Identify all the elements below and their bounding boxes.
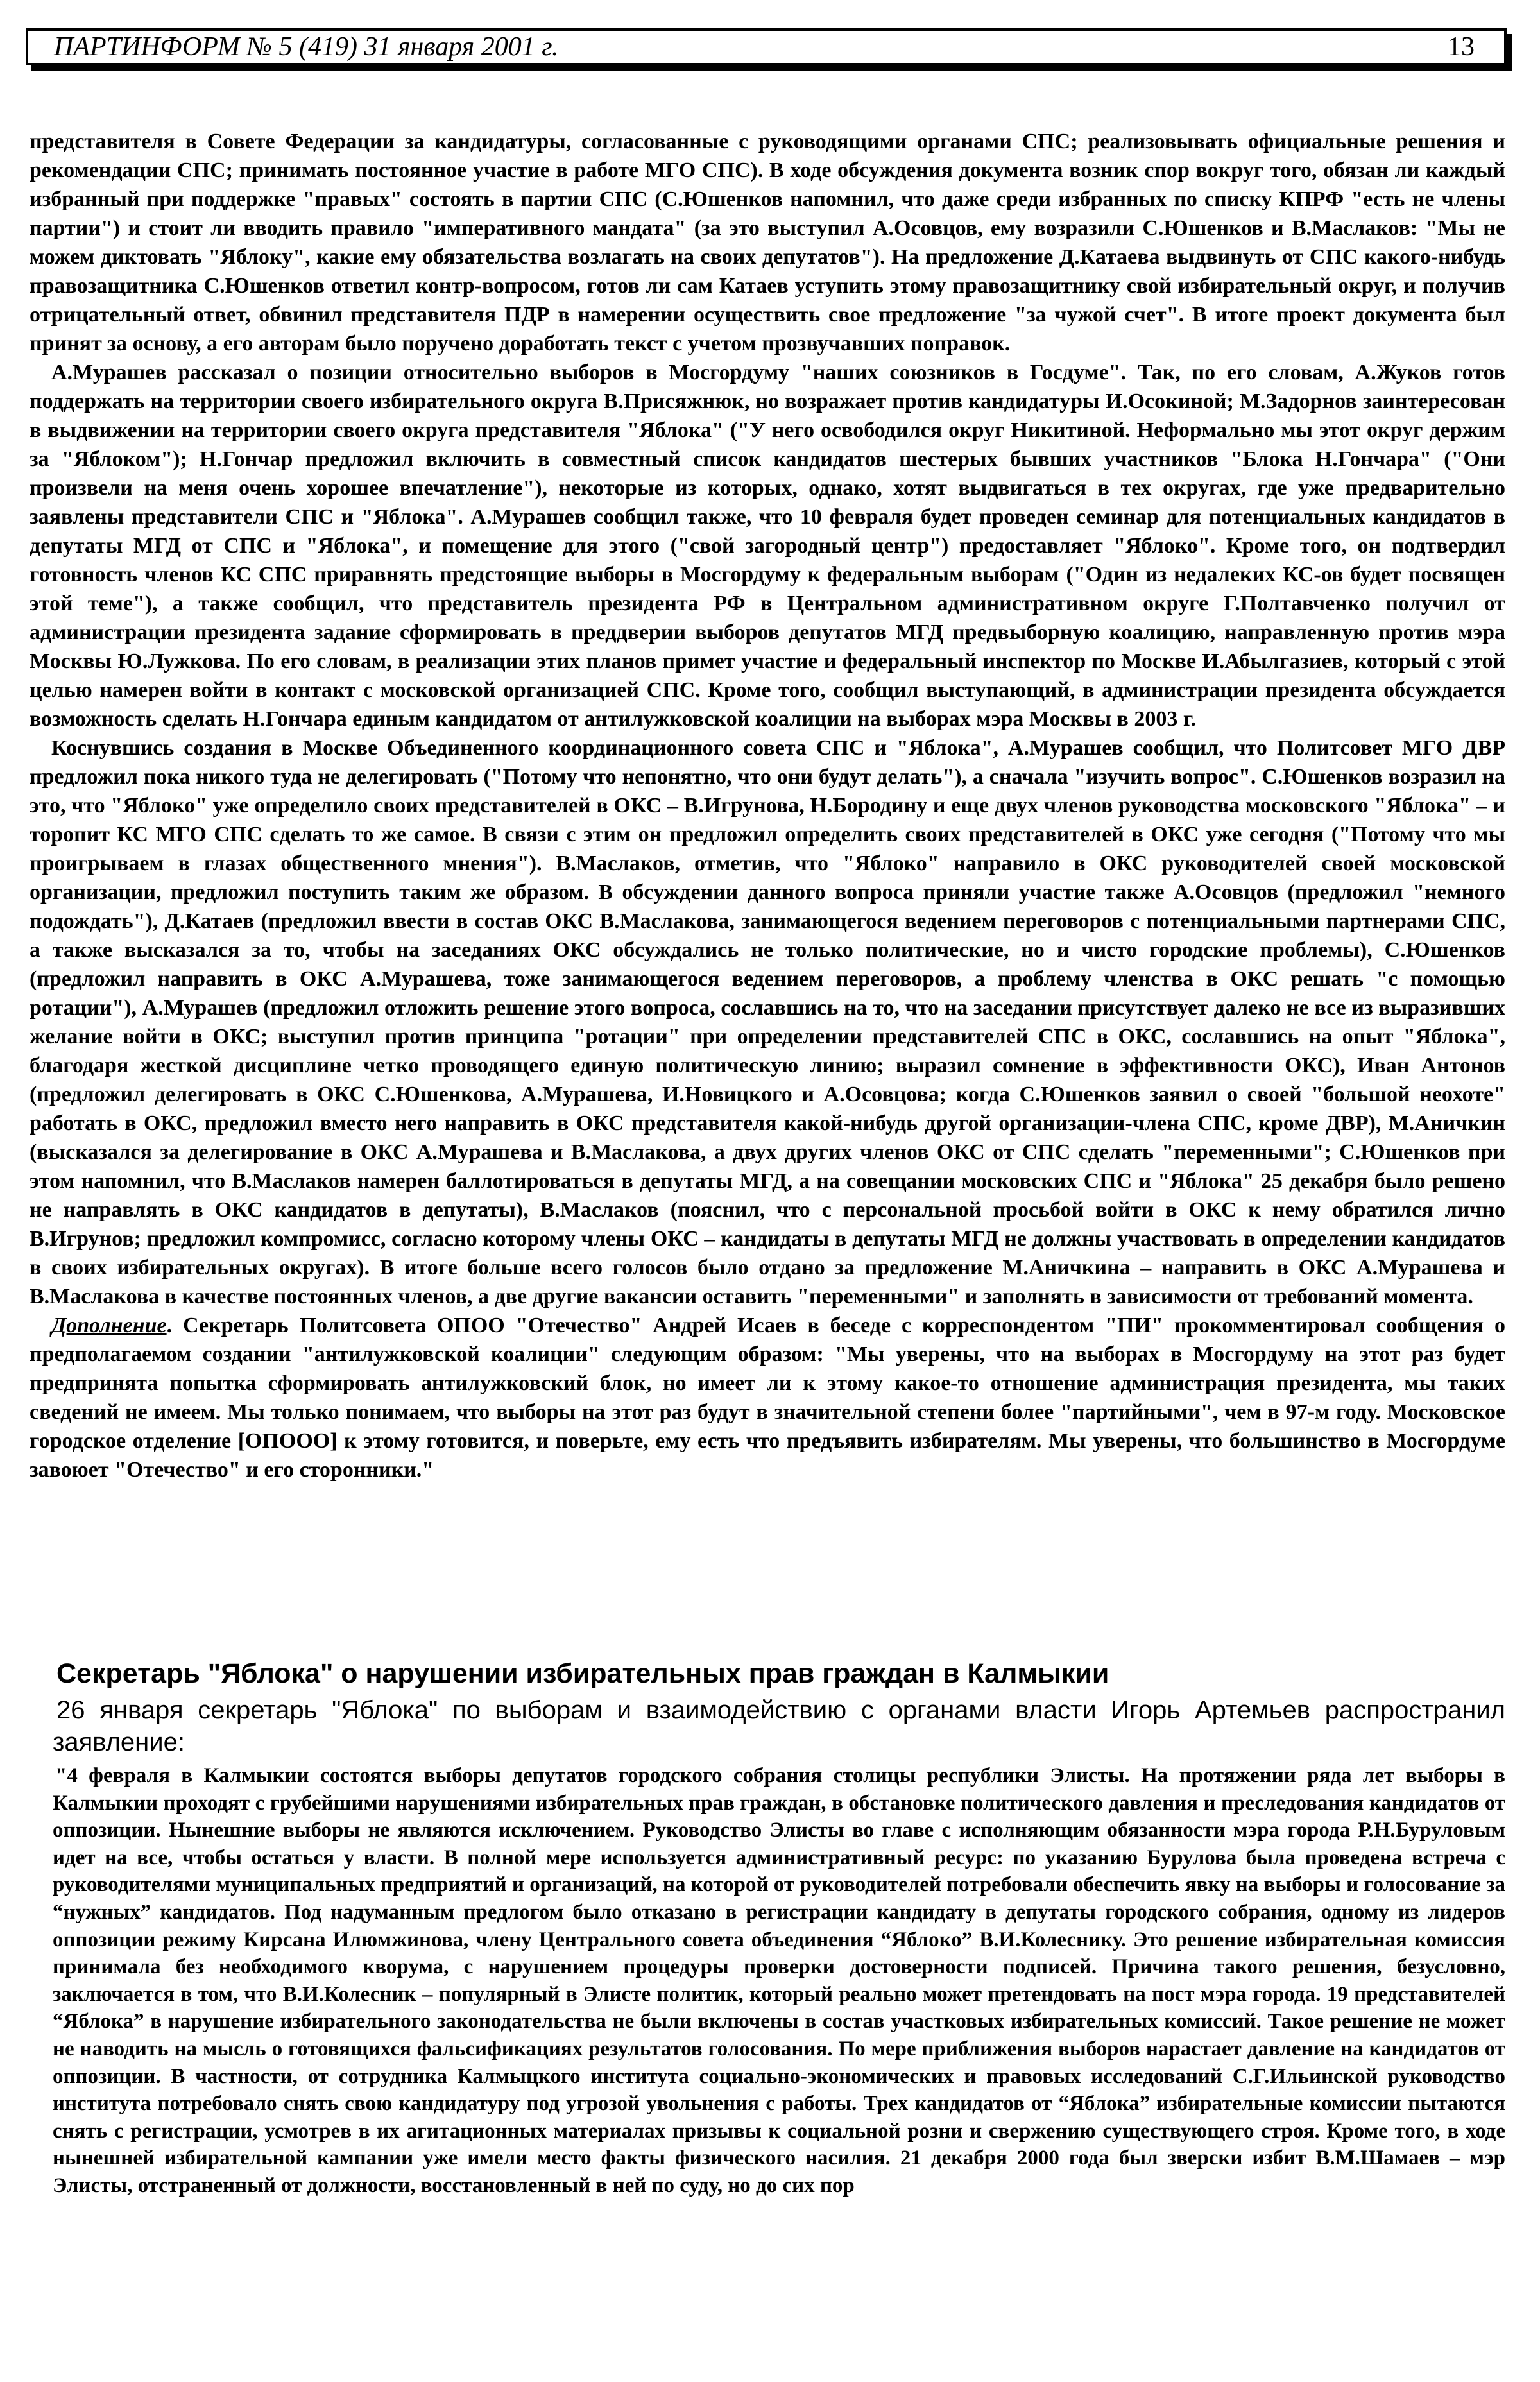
- statement-text: "4 февраля в Калмыкии состоятся выборы депутатов городского собрания столицы республики Элисты. На протяжении ряда лет выборы в Калмыкии проходят с грубейшими нарушениями избирательных прав граждан, в обстановке политического давления и преследования кандидатов от оппозиции. Нынешние выборы не являются исключением. Руководство Элисты во главе с исполняющим обязанности мэра города Р.Н.Буруловым идет на все, чтобы остаться у власти. В полной мере используется административный ресурс: по указанию Бурулова была проведена встреча с руководителями муниципальных предприятий и организаций, на которой от руководителей потребовали обеспечить явку на выборы и голосование за “нужных” кандидатов. Под надуманным предлогом было отказано в регистрации кандидату в депутаты городского собрания, одному из лидеров оппозиции режиму Кирсана Илюмжинова, члену Центрального совета объединения “Яблоко” В.И.Колеснику. Это решение избирательная комиссия принимала без необходимого кворума, с нарушением процедуры проверки достоверности подписей. Причина такого решения, безусловно, заключается в том, что В.И.Колесник – популярный в Элисте политик, который реально может претендовать на пост мэра города. 19 представителей “Яблока” в нарушение избирательного законодательства не были включены в состав участковых избирательных комиссий. Такое решение не может не наводить на мысль о готовящихся фальсификациях результатов голосования. По мере приближения выборов нарастает давление на кандидатов от оппозиции. В частности, от сотрудника Калмыцкого института социально-экономических и правовых исследований С.Г.Ильинской руководство института потребовало снять свою кандидатуру под угрозой увольнения с работы. Трех кандидатов от “Яблока” избирательные комиссии пытаются снять с регистрации, усмотрев в их агитационных материалах призывы к социальной розни и свержению существующего строя. Кроме того, в ходе нынешней избирательной кампании уже имели место факты физического насилия. 21 декабря 2000 года был зверски избит В.М.Шамаев – мэр Элисты, отстраненный от должности, восстановленный в ней по суду, но до сих пор: [53, 1764, 1505, 2197]
- addendum-paragraph: [30, 1311, 1505, 1484]
- publication-title: ПАРТИНФОРМ № 5 (419) 31 января 2001 г.: [54, 32, 559, 62]
- addendum-text: . Секретарь Политсовета ОПОО "Отечество" Андрей Исаев в беседе с корреспондентом "ПИ" прокомментировал сообщения о предполагаемом создании "антилужковской коалиции" следующим образом: "Мы уверены, что на выборах в Мосгордуму на этот раз будет предпринята попытка сформировать антилужковский блок, но имеет ли к этому какое-то отношение администрация президента, мы таких сведений не имеем. Мы только понимаем, что выборы на этот раз будут в значительной степени более "партийными", чем в 97-м году. Московское городское отделение [ОПООО] к этому готовится, и поверьте, ему есть что предъявить избирателям. Мы уверены, что большинство в Мосгордуме завоюет "Отечество" и его сторонники.": [30, 1314, 1505, 1482]
- article-paragraph: Коснувшись создания в Москве Объединенного координационного совета СПС и "Яблока", А.Мурашев сообщил, что Политсовет МГО ДВР предложил пока никого туда не делегировать ("Потому что непонятно, что они будут делать"), а сначала "изучить вопрос". С.Юшенков возразил на это, что "Яблоко" уже определило своих представителей в ОКС – В.Игрунова, Н.Бородину и еще двух членов руководства московского "Яблока" – и торопит КС МГО СПС сделать то же самое. В связи с этим он предложил определить своих представителей в ОКС уже сегодня ("Потому что мы проигрываем в глазах общественного мнения"). В.Маслаков, отметив, что "Яблоко" направило в ОКС руководителей своей московской организации, предложил поступить таким же образом. В обсуждении данного вопроса приняли участие также А.Осовцов (предложил "немного подождать"), Д.Катаев (предложил ввести в состав ОКС В.Маслакова, занимающегося ведением переговоров с потенциальными партнерами СПС, а также высказался за то, чтобы на заседаниях ОКС обсуждались не только политические, но и чисто городские проблемы), С.Юшенков (предложил направить в ОКС А.Мурашева, тоже занимающегося ведением переговоров, а проблему членства в ОКС решать "с помощью ротации"), А.Мурашев (предложил отложить решение этого вопроса, сославшись на то, что на заседании присутствует далеко не все из выразивших желание войти в ОКС; выступил против принципа "ротации" при определении представителей СПС в ОКС, сославшись на опыт "Яблока", благодаря жесткой дисциплине четко проводящего единую политическую линию; выразил сомнение в эффективности ОКС), Иван Антонов (предложил делегировать в ОКС С.Юшенкова, А.Мурашева, И.Новицкого и А.Осовцова; когда С.Юшенков заявил о своей "большой неохоте" работать в ОКС, предложил вместо него направить в ОКС представителя какой-нибудь другой организации-члена СПС, кроме ДВР), М.Аничкин (высказался за делегирование в ОКС А.Мурашева и В.Маслакова, а двух других членов ОКС от СПС сделать "переменными"; С.Юшенков при этом напомнил, что В.Маслаков намерен баллотироваться в депутаты МГД, а на совещании московских СПС и "Яблока" 25 декабря было решено не направлять в ОКС кандидатов в депутаты), В.Маслаков (пояснил, что с персональной просьбой войти в ОКС к нему обратился лично В.Игрунов; предложил компромисс, согласно которому члены ОКС – кандидаты в депутаты МГД не должны участвовать в определении кандидатов в своих избирательных округах). В итоге больше всего голосов было отдано за предложение М.Аничкина – направить в ОКС А.Мурашева и В.Маслакова в качестве постоянных членов, а две другие вакансии оставить "переменными" и заполнять в зависимости от требований момента.: [30, 736, 1505, 1308]
- section-lead: 26 января секретарь "Яблока" по выборам и взаимодействию с органами власти Игорь Артемьев распространил заявление:: [53, 1696, 1505, 1756]
- article-paragraph: А.Мурашев рассказал о позиции относительно выборов в Мосгордуму "наших союзников в Госдуме". Так, по его словам, А.Жуков готов поддержать на территории своего избирательного округа В.Присяжнюк, но возражает против кандидатуры И.Осокиной; М.Задорнов заинтересован в выдвижении на территории своего округа представителя "Яблока" ("У него освободился округ Никитиной. Неформально мы этот округ держим за "Яблоком"); Н.Гончар предложил включить в совместный список кандидатов шестерых бывших участников "Блока Н.Гончара" ("Они произвели на меня очень хорошее впечатление"), некоторые из которых, однако, хотят выдвигаться в тех округах, где уже предварительно заявлены представители СПС и "Яблока". А.Мурашев сообщил также, что 10 февраля будет проведен семинар для потенциальных кандидатов в депутаты МГД от СПС и "Яблока", и помещение для этого ("свой загородный центр") предоставляет "Яблоко". Кроме того, он подтвердил готовность членов КС СПС приравнять предстоящие выборы в Мосгордуму к федеральным выборам ("Один из недалеких КС-ов будет посвящен этой теме"), а также сообщил, что представитель президента РФ в Центральном административном округе Г.Полтавченко получил от администрации президента задание сформировать в преддверии выборов депутатов МГД предвыборную коалицию, направленную против мэра Москвы Ю.Лужкова. По его словам, в реализации этих планов примет участие и федеральный инспектор по Москве И.Абылгазиев, который с этой целью намерен войти в контакт с московской организацией СПС. Кроме того, сообщил выступающий, в администрации президента обсуждается возможность сделать Н.Гончара единым кандидатом от антилужковской коалиции на выборах мэра Москвы в 2003 г.: [30, 361, 1505, 731]
- section-heading: Секретарь "Яблока" о нарушении избирательных прав граждан в Калмыкии: [56, 1658, 1109, 1689]
- page-number: 13: [1448, 32, 1475, 62]
- article-body: [30, 127, 1505, 1484]
- addendum-label: Дополнение: [51, 1314, 167, 1337]
- page-header: [26, 28, 1507, 65]
- article-paragraph: представителя в Совете Федерации за кандидатуры, согласованные с руководящими органами СПС; реализовывать официальные решения и рекомендации СПС; принимать постоянное участие в работе МГО СПС). В ходе обсуждения документа возник спор вокруг того, обязан ли каждый избранный при поддержке "правых" состоять в партии СПС (С.Юшенков напомнил, что даже среди избранных по списку КПРФ "есть не члены партии") и стоит ли вводить правило "императивного мандата" (за это выступил А.Осовцов, ему возразили С.Юшенков и В.Маслаков: "Мы не можем диктовать "Яблоку", какие ему обязательства возлагать на своих депутатов"). На предложение Д.Катаева выдвинуть от СПС какого-нибудь правозащитника С.Юшенков ответил контр-вопросом, готов ли сам Катаев уступить этому правозащитнику свой избирательный округ, и получив отрицательный ответ, обвинил представителя ПДР в намерении осуществить свое предложение "за чужой счет". В итоге проект документа был принят за основу, а его авторам было поручено доработать текст с учетом прозвучавших поправок.: [30, 130, 1505, 356]
